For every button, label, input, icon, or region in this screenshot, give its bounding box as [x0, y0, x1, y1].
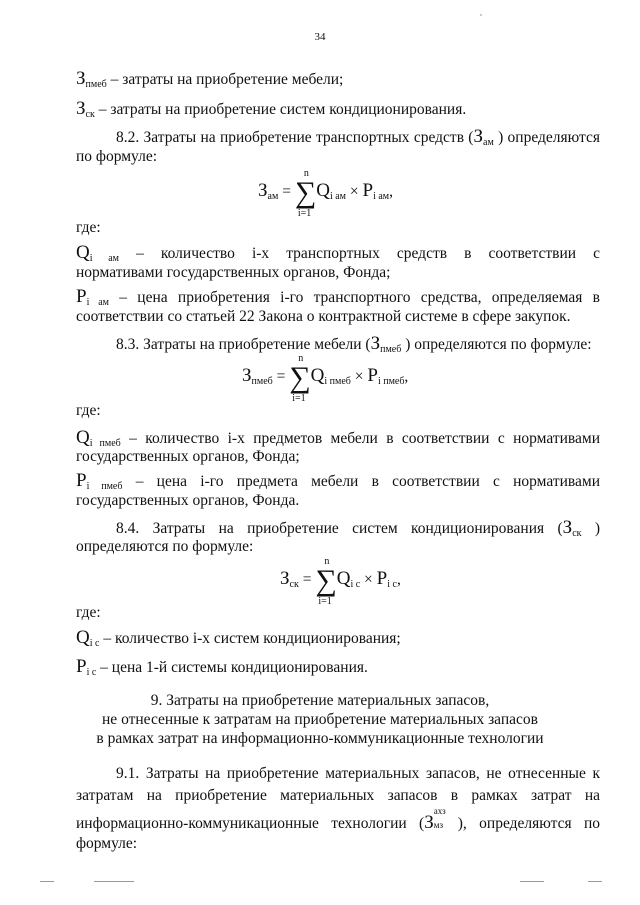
formula-lhs: З [280, 568, 290, 589]
sum-sign: ∑ n i=1 [289, 353, 311, 404]
sum-lower: i=1 [297, 208, 312, 219]
definition-text: – количество i-х транспортных средств в соответствии с [136, 245, 601, 262]
symbol-p: P [76, 470, 87, 491]
scan-mark [588, 881, 602, 882]
s9-heading-line2: не отнесенные к затратам на приобретение материальных запасов [102, 711, 538, 728]
symbol-p: P [76, 286, 87, 307]
formula-p-sub: i ам [373, 191, 390, 202]
s83-q-definition-cont: государственных органов, Фонда; [76, 448, 300, 465]
definition-text: – количество i-х предметов мебели в соответствии с нормативами [129, 430, 601, 447]
symbol-z: З [424, 812, 434, 833]
formula-tail: , [404, 368, 409, 385]
s91-line2: затратам на приобретение материальных запасов в рамках затрат на [76, 787, 600, 804]
superscript: ахз [433, 805, 446, 816]
s91-text-pre: информационно-коммуникационные технологии ( [76, 815, 425, 832]
definition-text: – цена приобретения i-го транспортного средства, определяемая в [119, 289, 601, 306]
scan-mark [94, 881, 134, 882]
s82-text-post: ) определяются [498, 129, 600, 146]
s91-line3 [76, 805, 601, 836]
sup-sub-stack [433, 805, 458, 830]
s83-p-definition [76, 468, 600, 494]
times-sign: × [349, 183, 359, 200]
sum-lower: i=1 [292, 393, 306, 404]
formula-p: P [376, 568, 388, 589]
s91-line4: формуле: [76, 835, 138, 852]
definition-pmeb [76, 66, 600, 92]
s82-p-definition-cont: соответствии со статьей 22 Закона о контрактной системе в сфере закупок. [76, 308, 571, 325]
s82-paragraph [76, 124, 600, 150]
s84-formula: $З_{ск}$ = ∑ n i=1 $Q_{i с} \times P_{i с}$, [280, 556, 401, 607]
formula-p: P [362, 180, 374, 201]
subscript: i ам [86, 297, 110, 308]
symbol-z: З [76, 68, 86, 89]
s83-paragraph [116, 331, 600, 357]
s82-q-definition [76, 240, 600, 266]
s83-text-pre: 8.3. Затраты на приобретение мебели ( [116, 336, 371, 353]
s84-where: где: [76, 604, 101, 621]
s82-p-definition [76, 284, 600, 310]
symbol-p: P [76, 656, 87, 677]
sum-upper: n [303, 168, 309, 179]
s91-line1: 9.1. Затраты на приобретение материальных запасов, не отнесенные к [116, 765, 600, 782]
formula-q: Q [316, 180, 330, 201]
symbol-q: Q [76, 627, 90, 648]
definition-text: – количество i-х систем кондиционирования; [103, 630, 401, 647]
s84-line2: определяются по формуле: [76, 538, 254, 555]
sum-upper: n [324, 556, 330, 567]
s9-heading-line1: 9. Затраты на приобретение материальных запасов, [150, 692, 490, 709]
definition-text: – цена 1-й системы кондиционирования. [100, 659, 368, 676]
subscript: мз [433, 819, 444, 830]
sum-sign: ∑ n i=1 [315, 556, 337, 607]
formula-q-sub: i пмеб [324, 376, 351, 387]
s91-text-post: ), определяются по [457, 815, 601, 832]
scan-mark [40, 881, 54, 882]
subscript: ам [483, 137, 494, 148]
sum-lower: i=1 [318, 596, 332, 607]
s82-line2: по формуле: [76, 148, 158, 165]
symbol-z: З [562, 517, 573, 538]
definition-text: – затраты на приобретение систем кондиционирования. [98, 101, 467, 118]
subscript: i с [89, 638, 100, 649]
s82-q-definition-cont: нормативами государственных органов, Фонда; [76, 264, 391, 281]
subscript: i с [86, 667, 97, 678]
subscript: ск [85, 109, 95, 120]
s83-p-definition-cont: государственных органов, Фонда. [76, 492, 300, 509]
formula-p: P [367, 365, 378, 386]
s82-where: где: [76, 219, 101, 236]
symbol-q: Q [76, 242, 90, 263]
symbol-q: Q [76, 427, 90, 448]
formula-q: Q [310, 365, 325, 386]
subscript: i пмеб [89, 438, 121, 449]
subscript: i ам [89, 253, 119, 264]
definition-text: – цена i-го предмета мебели в соответствии с нормативами [135, 473, 601, 490]
times-sign: × [354, 368, 364, 385]
formula-q-sub: i с [350, 579, 361, 590]
subscript: пмеб [380, 344, 402, 355]
formula-tail: , [389, 183, 393, 200]
times-sign: × [364, 571, 373, 588]
formula-q-sub: i ам [329, 191, 346, 202]
formula-p-sub: i пмеб [377, 376, 405, 387]
s83-text-post: ) определяются по формуле: [405, 336, 592, 353]
subscript: i пмеб [86, 481, 123, 492]
sum-upper: n [298, 353, 304, 364]
symbol-z: З [76, 98, 86, 119]
s83-where: где: [76, 402, 101, 419]
s9-heading-line3: в рамках затрат на информационно-коммуникационные технологии [96, 730, 544, 747]
definition-text: – затраты на приобретение мебели; [110, 71, 344, 88]
formula-p-sub: i с [387, 579, 397, 590]
formula-q: Q [336, 568, 351, 589]
s84-text-pre: 8.4. Затраты на приобретение систем кондиционирования ( [116, 520, 563, 537]
formula-lhs-sub: пмеб [251, 376, 273, 387]
scan-speck [480, 14, 482, 16]
s82-formula: $З_{ам}$ = ∑ n i=1 $Q_{i ам} \times P_{i ам}$, [258, 168, 393, 219]
s83-formula: $З_{пмеб}$ = ∑ n i=1 $Q_{i пмеб} \times P_{i пмеб}$, [242, 353, 409, 404]
formula-lhs-sub: ам [267, 191, 279, 202]
s84-text-post: ) [594, 520, 601, 537]
definition-sk [76, 96, 600, 122]
s82-text-pre: 8.2. Затраты на приобретение транспортных средств ( [116, 129, 474, 146]
formula-lhs: З [242, 365, 252, 386]
symbol-z: З [370, 333, 381, 354]
s84-p-definition [76, 654, 600, 680]
subscript: пмеб [85, 79, 107, 90]
page-number: 34 [314, 31, 326, 43]
sum-sign: ∑ n i=1 [294, 168, 317, 219]
subscript: ск [572, 528, 582, 539]
formula-tail: , [396, 571, 401, 588]
scan-mark [520, 881, 544, 882]
s84-q-definition [76, 625, 600, 651]
formula-lhs-sub: ск [289, 579, 299, 590]
symbol-z: З [473, 126, 484, 147]
formula-lhs: З [258, 180, 268, 201]
